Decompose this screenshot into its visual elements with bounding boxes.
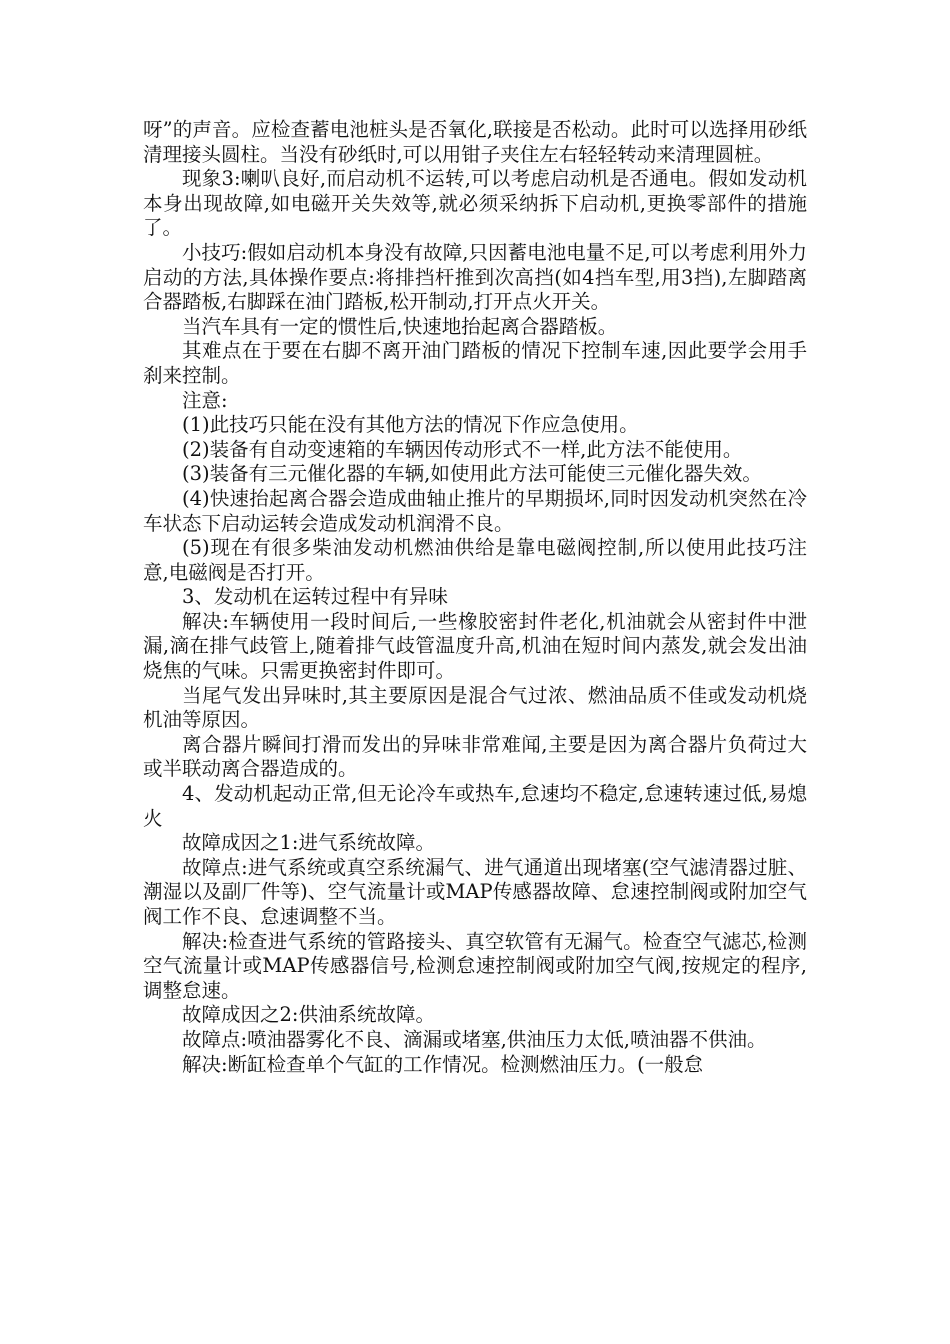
- paragraph: 解决:检查进气系统的管路接头、真空软管有无漏气。检查空气滤芯,检测空气流量计或MAP传感器信号,检测怠速控制阀或附加空气阀,按规定的程序,调整怠速。: [143, 929, 807, 1002]
- paragraph: (1)此技巧只能在没有其他方法的情况下作应急使用。: [182, 413, 639, 437]
- paragraph: (4)快速抬起离合器会造成曲轴止推片的早期损坏,同时因发动机突然在冷车状态下启动运转会造成发动机润滑不良。: [143, 486, 807, 535]
- paragraph: 3、发动机在运转过程中有异味: [182, 585, 448, 609]
- paragraph: 故障成因之1:进气系统故障。: [182, 831, 435, 855]
- paragraph: 当尾气发出异味时,其主要原因是混合气过浓、燃油品质不佳或发动机烧机油等原因。: [143, 683, 807, 732]
- paragraph: 故障成因之2:供油系统故障。: [182, 1003, 435, 1027]
- paragraph: (5)现在有很多柴油发动机燃油供给是靠电磁阀控制,所以使用此技巧注意,电磁阀是否打开。: [143, 536, 807, 584]
- paragraph: (2)装备有自动变速箱的车辆因传动形式不一样,此方法不能使用。: [182, 437, 743, 461]
- paragraph: 解决:车辆使用一段时间后,一些橡胶密封件老化,机油就会从密封件中泄漏,滴在排气歧管上,随着排气歧管温度升高,机油在短时间内蒸发,就会发出油烧焦的气味。只需更换密封件即可。: [143, 609, 807, 683]
- paragraph: 故障点:喷油器雾化不良、滴漏或堵塞,供油压力太低,喷油器不供油。: [182, 1027, 767, 1051]
- paragraph: (3)装备有三元催化器的车辆,如使用此方法可能使三元催化器失效。: [182, 462, 762, 486]
- document-body: [143, 118, 807, 1077]
- paragraph: 解决:断缸检查单个气缸的工作情况。检测燃油压力。(一般怠: [182, 1052, 704, 1076]
- paragraph: 其难点在于要在右脚不离开油门踏板的情况下控制车速,因此要学会用手刹来控制。: [143, 339, 807, 387]
- paragraph: 现象3:喇叭良好,而启动机不运转,可以考虑启动机是否通电。假如发动机本身出现故障,如电磁开关失效等,就必须采纳拆下启动机,更换零部件的措施了。: [143, 167, 807, 240]
- paragraph: 呀”的声音。应检查蓄电池桩头是否氧化,联接是否松动。此时可以选择用砂纸清理接头圆柱。当没有砂纸时,可以用钳子夹住左右轻轻转动来清理圆桩。: [143, 118, 807, 166]
- paragraph: 注意:: [182, 388, 228, 412]
- paragraph: 离合器片瞬间打滑而发出的异味非常难闻,主要是因为离合器片负荷过大或半联动离合器造成的。: [143, 732, 807, 781]
- paragraph: 小技巧:假如启动机本身没有故障,只因蓄电池电量不足,可以考虑利用外力启动的方法,具体操作要点:将排挡杆推到次高挡(如4挡车型,用3挡),左脚踏离合器踏板,右脚踩在油门踏板,松开制动,打开点火开关。: [143, 240, 807, 314]
- paragraph: 当汽车具有一定的惯性后,快速地抬起离合器踏板。: [182, 314, 618, 338]
- paragraph: 4、发动机起动正常,但无论冷车或热车,怠速均不稳定,怠速转速过低,易熄火: [143, 782, 807, 830]
- paragraph: 故障点:进气系统或真空系统漏气、进气通道出现堵塞(空气滤清器过脏、潮湿以及副厂件等)、空气流量计或MAP传感器故障、怠速控制阀或附加空气阀工作不良、怠速调整不当。: [143, 855, 807, 928]
